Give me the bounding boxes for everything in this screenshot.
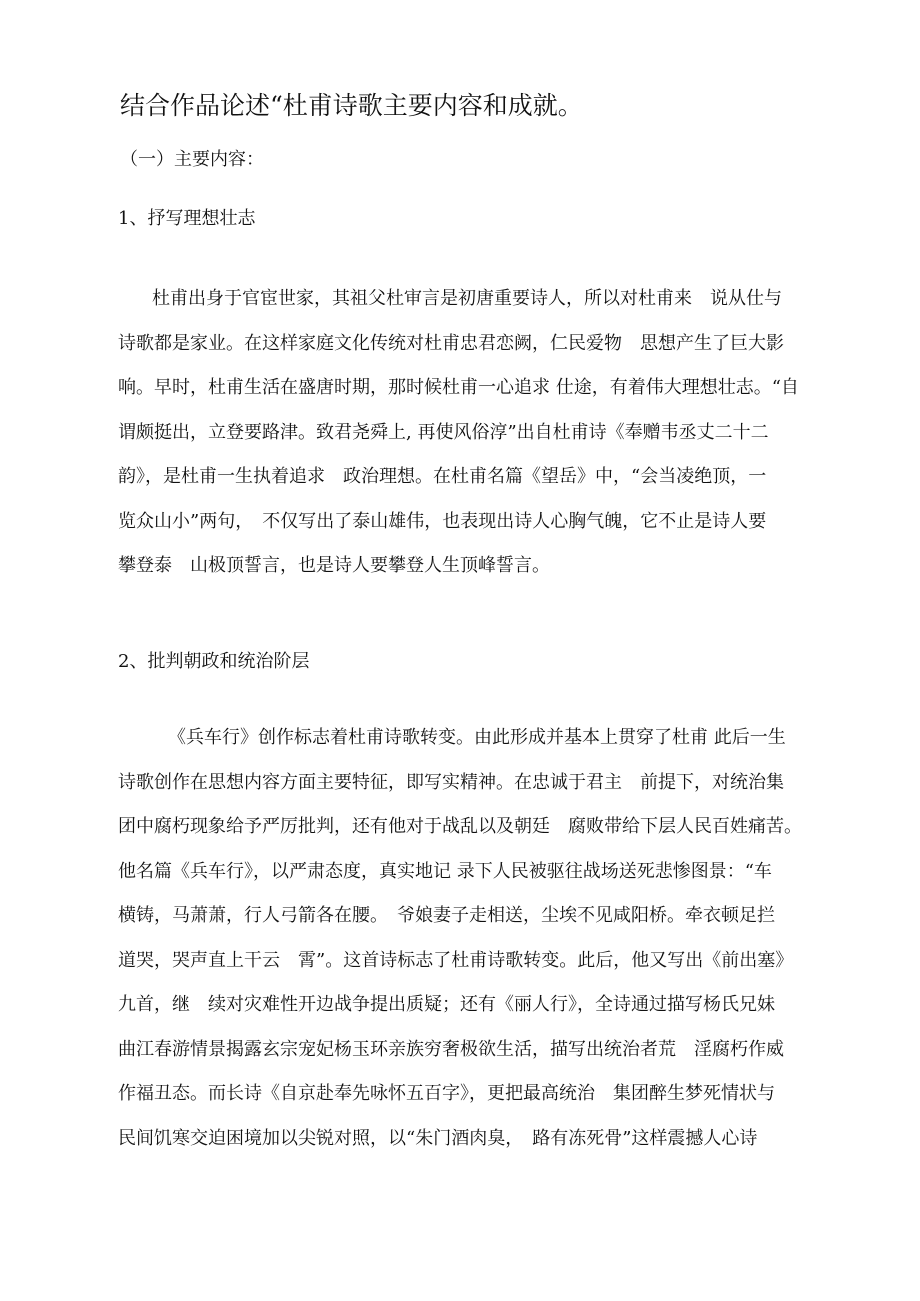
- paragraph-line: 韵》，是杜甫一生执着追求 政治理想。在杜甫名篇《望岳》中，“会当凌绝顶，一: [118, 466, 767, 487]
- paragraph-line: 他名篇《兵车行》，以严肃态度，真实地记 录下人民被驱往战场送死悲惨图景：“车: [118, 860, 772, 882]
- paragraph-line: 民间饥寒交迫困境加以尖锐对照，以“朱门酒肉臭， 路有冻死骨”这样震撼人心诗: [118, 1127, 758, 1149]
- main-content-subheading: （一）主要内容：: [120, 149, 264, 170]
- paragraph-line: 九首，继 续对灾难性开边战争提出质疑；还有《丽人行》，全诗通过描写杨氏兄妹: [118, 994, 775, 1015]
- paragraph-line: 道哭，哭声直上干云 霄”。这首诗标志了杜甫诗歌转变。此后，他又写出《前出塞》: [118, 949, 794, 971]
- paragraph-line: 团中腐朽现象给予严厉批判，还有他对于战乱以及朝廷 腐败带给下层人民百姓痛苦。: [118, 816, 802, 837]
- paragraph-line: 杜甫出身于官宦世家，其祖父杜审言是初唐重要诗人，所以对杜甫来 说从仕与: [152, 288, 782, 309]
- section-1-paragraph: [118, 277, 808, 589]
- paragraph-line: 曲江春游情景揭露玄宗宠妃杨玉环亲族穷奢极欲生活，描写出统治者荒 淫腐朽作威: [118, 1038, 784, 1060]
- paragraph-line: 谓颇挺出，立登要路津。致君尧舜上, 再使风俗淳”出自杜甫诗《奉赠韦丞丈二十二: [118, 421, 769, 443]
- paragraph-line: 响。早时，杜甫生活在盛唐时期，那时候杜甫一心追求 仕途，有着伟大理想壮志。“自: [118, 377, 799, 398]
- paragraph-line: 览众山小”两句， 不仅写出了泰山雄伟，也表现出诗人心胸气魄，它不止是诗人要: [118, 510, 767, 532]
- paragraph-line: 《兵车行》创作标志着杜甫诗歌转变。由此形成并基本上贯穿了杜甫 此后一生: [168, 727, 786, 748]
- section-2-paragraph: [118, 716, 808, 1161]
- section-2-heading: 2、批判朝政和统治阶层: [118, 651, 310, 672]
- paragraph-line: 诗歌创作在思想内容方面主要特征，即写实精神。在忠诚于君主 前提下，对统治集: [118, 771, 784, 793]
- paragraph-line: 横铸，马萧萧，行人弓箭各在腰。 爷娘妻子走相送，尘埃不见咸阳桥。牵衣顿足拦: [118, 905, 775, 926]
- paragraph-line: 作福丑态。而长诗《自京赴奉先咏怀五百字》，更把最高统治 集团醉生梦死情状与: [118, 1083, 775, 1104]
- paragraph-line: 诗歌都是家业。在这样家庭文化传统对杜甫忠君恋阙，仁民爱物 思想产生了巨大影: [118, 332, 784, 354]
- section-1-heading: 1、抒写理想壮志: [118, 208, 256, 229]
- document-title: 结合作品论述“杜甫诗歌主要内容和成就。: [120, 91, 583, 120]
- paragraph-line: 攀登泰 山极顶誓言，也是诗人要攀登人生顶峰誓言。: [118, 555, 550, 576]
